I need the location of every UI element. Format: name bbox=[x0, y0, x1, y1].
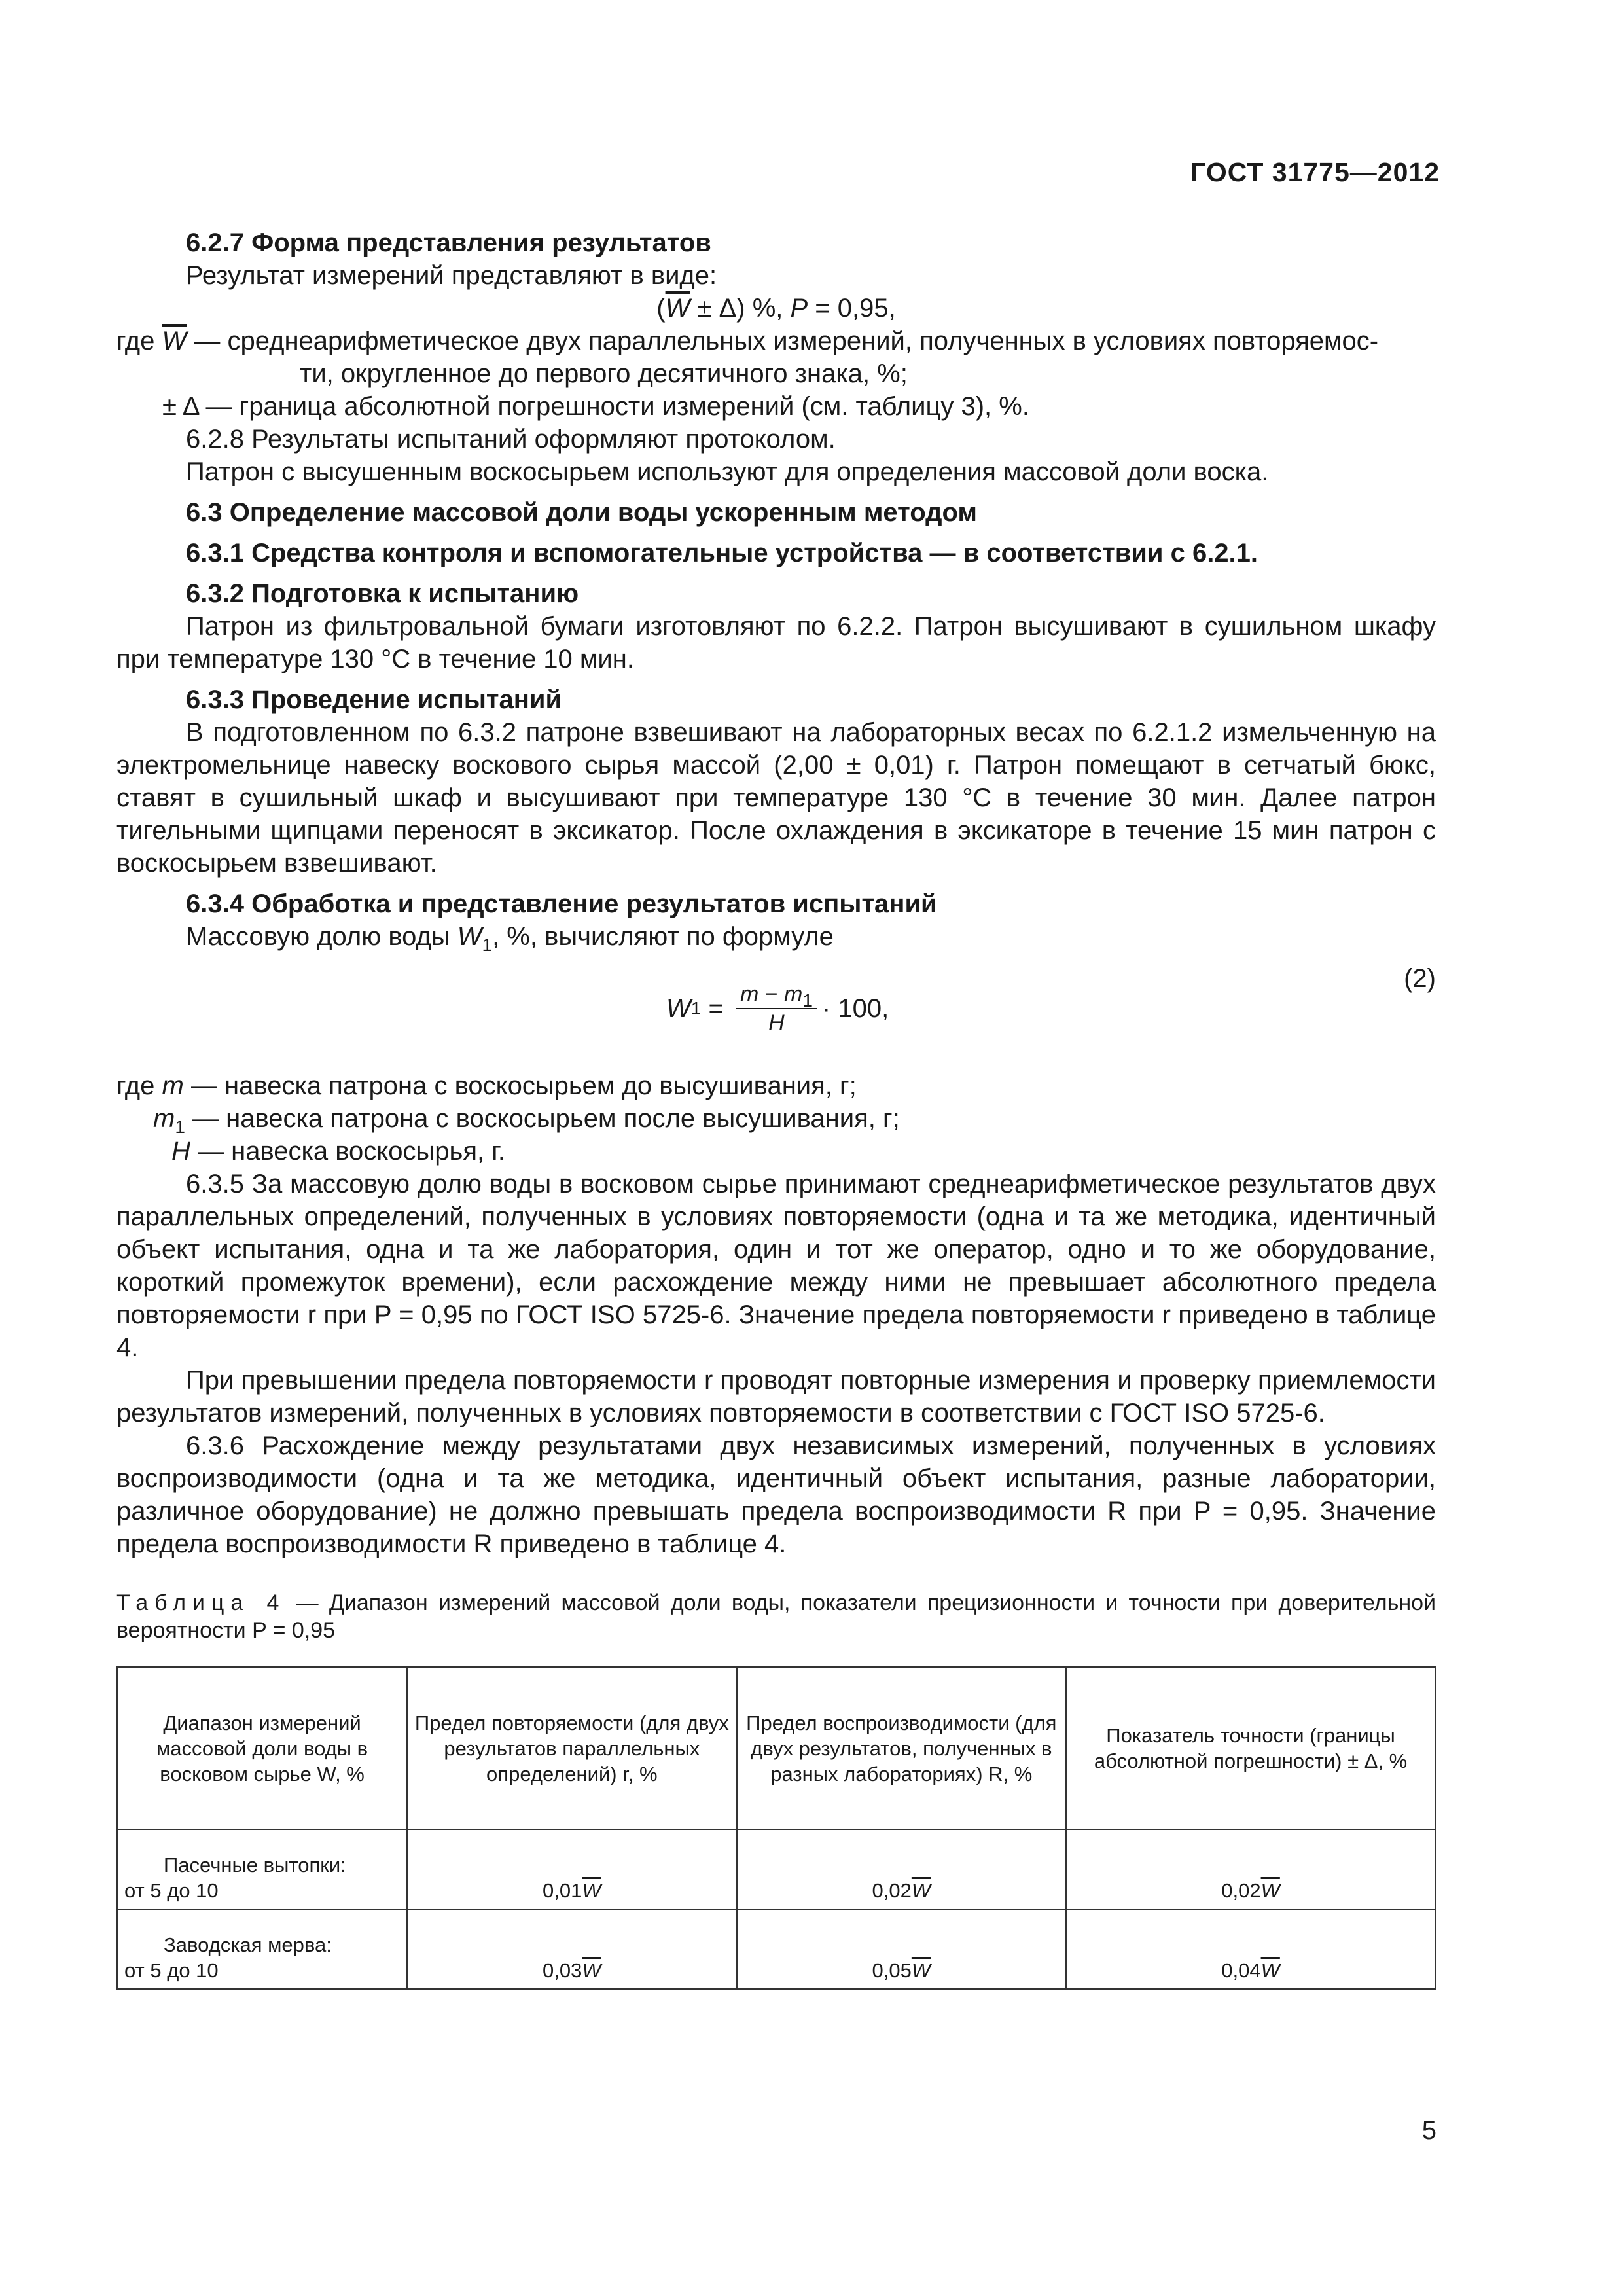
table-header-row bbox=[117, 1667, 1435, 1829]
where-word: где bbox=[116, 327, 162, 355]
where2-key: где bbox=[116, 1071, 162, 1100]
table-row bbox=[117, 1909, 1435, 1989]
where-m bbox=[116, 1069, 1436, 1102]
formula-2-eq: = bbox=[701, 994, 731, 1023]
intro-w-sub: 1 bbox=[482, 935, 493, 955]
equation-number: (2) bbox=[1404, 964, 1436, 993]
row-label-line1: Пасечные вытопки: bbox=[164, 1854, 346, 1876]
cell-value: 0,02 bbox=[1221, 1879, 1261, 1902]
section-6-3-4-intro bbox=[116, 920, 1436, 953]
formula-1-w: $\overline{W}$ bbox=[665, 294, 690, 323]
formula-1-rest: ± Δ) %, bbox=[690, 294, 791, 323]
numerator-minus: − bbox=[758, 982, 785, 1007]
table-header-cell: Диапазон измерений массовой доли воды в восковом сырье W, % bbox=[117, 1667, 407, 1829]
formula-2-fraction bbox=[736, 980, 817, 1037]
section-6-3-1-heading: 6.3.1 Средства контроля и вспомогательные устройства — в соответствии с 6.2.1. bbox=[186, 539, 1258, 567]
formula-2-w: W bbox=[666, 994, 691, 1023]
section-6-3-heading: 6.3 Определение массовой доли воды ускоренным методом bbox=[186, 498, 978, 527]
formula-2: W 1 = $\frac{m - m_1}{H}$ · 100, (2) bbox=[116, 962, 1436, 1060]
section-6-3-2-heading: 6.3.2 Подготовка к испытанию bbox=[186, 579, 579, 608]
where2-m1-sub: 1 bbox=[175, 1117, 185, 1137]
where-delta: ± Δ — граница абсолютной погрешности измерений (см. таблицу 3), %. bbox=[162, 392, 1029, 421]
where-w bbox=[116, 325, 1436, 357]
table-cell bbox=[737, 1909, 1067, 1989]
table-4-caption bbox=[116, 1589, 1436, 1644]
table-row-label bbox=[117, 1909, 407, 1989]
cell-w: $\overline{W}$ bbox=[582, 1959, 601, 1982]
intro-w: W bbox=[457, 922, 482, 951]
cell-value: 0,02 bbox=[872, 1879, 912, 1902]
section-6-2-8-text2: Патрон с высушенным воскосырьем используют для определения массовой доли воска. bbox=[186, 457, 1269, 486]
formula-2-tail: · 100, bbox=[821, 994, 889, 1023]
table-4-caption-text: — Диапазон измерений массовой доли воды, показатели прецизионности и точности при доверительной вероятности P = 0,95 bbox=[116, 1590, 1436, 1643]
where2-m1: m bbox=[153, 1104, 175, 1133]
table-row bbox=[117, 1829, 1435, 1909]
cell-w: $\overline{W}$ bbox=[1260, 1959, 1280, 1982]
where-w-symbol: $\overline{W}$ bbox=[162, 327, 187, 355]
formula-1-open: ( bbox=[656, 294, 666, 323]
section-6-3-6-text: 6.3.6 Расхождение между результатами двух независимых измерений, полученных в условиях воспроизводимости (одна и та же методика, идентичный объект испытания, разные лаборатории, различное оборудование) не должно превышать предела воспроизводимости R при P = 0,95. Значение предела воспроизводимости R приведено в таблице 4. bbox=[116, 1431, 1436, 1558]
formula-1-end: = 0,95, bbox=[808, 294, 896, 323]
table-cell bbox=[1066, 1909, 1435, 1989]
intro-text-b: , %, вычисляют по формуле bbox=[492, 922, 834, 951]
document-code: ГОСТ 31775—2012 bbox=[1190, 157, 1440, 187]
where2-m: m bbox=[162, 1071, 184, 1100]
page-content bbox=[116, 226, 1436, 1990]
table-header-cell: Предел повторяемости (для двух результатов параллельных определений) r, % bbox=[407, 1667, 737, 1829]
numerator-m: m bbox=[740, 982, 759, 1007]
formula-1 bbox=[116, 292, 1436, 325]
section-6-3-5-text: 6.3.5 За массовую долю воды в восковом сырье принимают среднеарифметическое результатов двух параллельных определений, полученных в условиях повторяемости (одна и та же методика, идентичный объект испытания, одна и та же лаборатория, один и тот же оператор, одно и то же оборудование, короткий промежуток времени), если расхождение между ними не превышает абсолютного предела повторяемости r при P = 0,95 по ГОСТ ISO 5725-6. Значение предела повторяемости r приведено в таблице 4. bbox=[116, 1170, 1436, 1362]
table-row-label bbox=[117, 1829, 407, 1909]
section-6-2-7-intro: Результат измерений представляют в виде: bbox=[186, 261, 717, 290]
table-4 bbox=[116, 1666, 1436, 1990]
table-cell bbox=[1066, 1829, 1435, 1909]
table-cell bbox=[737, 1829, 1067, 1909]
table-cell bbox=[407, 1909, 737, 1989]
fraction-numerator bbox=[736, 980, 817, 1009]
numerator-m1: m bbox=[784, 982, 803, 1007]
page-number: 5 bbox=[1421, 2116, 1436, 2145]
cell-w: $\overline{W}$ bbox=[911, 1959, 931, 1982]
section-6-2-8: 6.2.8 Результаты испытаний оформляют протоколом. bbox=[186, 425, 836, 454]
row-label-line2: от 5 до 10 bbox=[124, 1879, 219, 1902]
where2-m1-text: — навеска патрона с воскосырьем после высушивания, г; bbox=[185, 1104, 900, 1133]
table-header-cell: Предел воспроизводимости (для двух результатов, полученных в разных лабораториях) R, % bbox=[737, 1667, 1067, 1829]
where-w-cont: ти, округленное до первого десятичного знака, %; bbox=[300, 359, 908, 388]
cell-value: 0,01 bbox=[543, 1879, 582, 1902]
section-6-3-5-text2: При превышении предела повторяемости r проводят повторные измерения и проверку приемлемости результатов измерений, полученных в условиях повторяемости в соответствии с ГОСТ ISO 5725-6. bbox=[116, 1366, 1436, 1427]
section-6-3-4-heading: 6.3.4 Обработка и представление результатов испытаний bbox=[186, 889, 937, 918]
where2-h: H bbox=[171, 1137, 190, 1166]
table-header-cell: Показатель точности (границы абсолютной погрешности) ± Δ, % bbox=[1066, 1667, 1435, 1829]
section-6-2-7-heading: 6.2.7 Форма представления результатов bbox=[186, 228, 711, 257]
row-label-line1: Заводская мерва: bbox=[164, 1933, 332, 1956]
table-4-caption-label: Таблица 4 bbox=[116, 1590, 286, 1615]
formula-1-p: P bbox=[790, 294, 808, 323]
cell-value: 0,05 bbox=[872, 1959, 912, 1982]
intro-text-a: Массовую долю воды bbox=[186, 922, 457, 951]
cell-w: $\overline{W}$ bbox=[1260, 1879, 1280, 1902]
cell-value: 0,03 bbox=[543, 1959, 582, 1982]
section-6-3-3-heading: 6.3.3 Проведение испытаний bbox=[186, 685, 562, 714]
row-label-line2: от 5 до 10 bbox=[124, 1959, 219, 1982]
cell-value: 0,04 bbox=[1221, 1959, 1261, 1982]
where2-h-text: — навеска воскосырья, г. bbox=[190, 1137, 506, 1166]
table-cell bbox=[407, 1829, 737, 1909]
numerator-m1-sub: 1 bbox=[802, 990, 813, 1011]
where-w-text: — среднеарифметическое двух параллельных измерений, полученных в условиях повторяемос- bbox=[187, 327, 1379, 355]
where2-m-text: — навеска патрона с воскосырьем до высушивания, г; bbox=[183, 1071, 857, 1100]
cell-w: $\overline{W}$ bbox=[582, 1879, 601, 1902]
section-6-3-3-text: В подготовленном по 6.3.2 патроне взвешивают на лабораторных весах по 6.2.1.2 измельченную на электромельнице навеску воскового сырья массой (2,00 ± 0,01) г. Патрон помещают в сетчатый бюкс, ставят в сушильный шкаф и высушивают при температуре 130 °С в течение 30 мин. Далее патрон тигельными щипцами переносят в эксикатор. После охлаждения в эксикаторе в течение 15 мин патрон с воскосырьем взвешивают. bbox=[116, 718, 1436, 878]
where-h bbox=[116, 1135, 1436, 1168]
where-m1 bbox=[116, 1102, 1436, 1135]
section-6-3-2-text: Патрон из фильтровальной бумаги изготовляют по 6.2.2. Патрон высушивают в сушильном шкафу при температуре 130 °С в течение 10 мин. bbox=[116, 612, 1436, 673]
fraction-denominator: H bbox=[768, 1011, 785, 1035]
cell-w: $\overline{W}$ bbox=[911, 1879, 931, 1902]
